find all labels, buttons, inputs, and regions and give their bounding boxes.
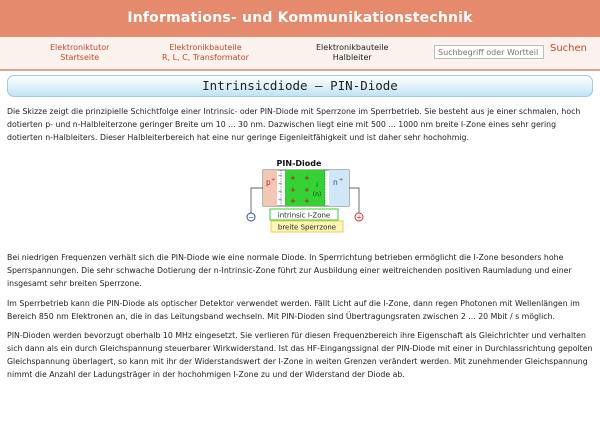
izone-label: intrinsic I-Zone (277, 211, 331, 220)
top-navigation (0, 37, 600, 71)
paragraph-3: Im Sperrbetrieb kann die PIN-Diode als optischer Detektor verwendet werden. Fällt Licht auf die I-Zone, dann regen Photonen mit Wellenlängen im Bereich 850 nm Elektronen an, die in das Leitungsband wechseln. Mit PIN-Dioden sind Übertragungsraten zwischen 2 ... 20 Mbit / s möglich. (7, 298, 580, 321)
nav-link-bauteile-rlc[interactable] (162, 43, 249, 63)
lead-right (349, 188, 359, 213)
n-zone-superscript: + (339, 177, 344, 184)
nav-link-line1: Elektronikbauteile (316, 43, 389, 52)
p-zone-superscript: + (271, 177, 276, 184)
nav-link-startseite[interactable] (50, 43, 109, 63)
search-input[interactable] (434, 45, 544, 59)
charge-plus: + (304, 174, 310, 183)
negative-charges (278, 172, 282, 204)
site-header (0, 0, 600, 37)
pin-diode-diagram (7, 158, 593, 242)
nav-link-line2: Halbleiter (332, 53, 372, 62)
nav-link-halbleiter[interactable] (316, 43, 388, 63)
paragraph-4: PIN-Dioden werden bevorzugt oberhalb 10 MHz eingesetzt. Sie verlieren für diesen Frequenzbereich ihre Eigenschaft als Gleichrichter und verhalten sich dann als ein durch Gleichspannung steuerbarer Wirkwiderstand. Ist das HF-Eingangssignal der PIN-Diode mit einer in Durchlassrichtung gepolten Gleichspannung überlagert, so kann mit ihr der Widerstandswert der I-Zone in weiten Grenzen verändert werden. Mit zunehmender Gleichspannung nimmt die Anzahl der Ladungsträger in der hochohmigen I-Zone zu und der Widerstand der Diode ab. (7, 331, 593, 379)
i-zone-doping: (n) (312, 191, 322, 199)
charge-plus: + (290, 186, 296, 195)
paragraph-2: Bei niedrigen Frequenzen verhält sich die PIN-Diode wie eine normale Diode. In Sperrrichtung betrieben ermöglicht die I-Zone besonders hohe Sperrspannungen. Die sehr schwache Dotierung der n-Intrinsic-Zone führt zur Ausbildung einer weitreichenden positiven Raumladung und einer insgesamt sehr breiten Sperrzone. (7, 253, 572, 288)
search-button[interactable]: Suchen (550, 43, 588, 54)
paragraph-1: Die Skizze zeigt die prinzipielle Schichtfolge einer Intrinsic- oder PIN-Diode mit Sperrzone im Sperrbetrieb. Sie besteht aus je einer schmalen, hoch dotierten p- und n-Halbleiterzone geringer Breite um 10 ... 30 nm. Dazwischen liegt eine mit 500 ... 1000 nm breite I-Zone eines sehr gering dotierten n-Halbleiters. Dieser Halbleiterbereich hat eine nur geringe Eigenleitfähigkeit und ist daher sehr hochohmig. (7, 107, 581, 142)
p-zone-label: p (266, 178, 271, 188)
nav-link-line2: Startseite (60, 53, 100, 62)
site-title: Informations- und Kommunikationstechnik (127, 10, 473, 26)
p-zone (263, 170, 277, 206)
charge-plus: + (304, 186, 310, 195)
n-zone (329, 170, 349, 206)
i-zone-letter: i (316, 181, 318, 190)
charge-plus: + (290, 174, 296, 183)
charge-plus: + (290, 197, 296, 206)
plus-terminal-sign: + (356, 213, 362, 222)
n-zone-label: n (333, 178, 338, 188)
charge-minus: − (278, 196, 283, 205)
lead-left (251, 188, 263, 213)
diagram-title: PIN-Diode (276, 159, 322, 169)
sperrzone-label: breite Sperrzone (277, 223, 337, 232)
nav-link-line1: Elektroniktutor (50, 43, 110, 52)
charge-plus: + (304, 197, 310, 206)
main-content (0, 71, 600, 382)
minus-terminal-sign: − (248, 213, 254, 222)
nav-link-line1: Elektronikbauteile (169, 43, 242, 52)
charge-minus: − (278, 172, 283, 181)
nav-link-line2: R, L, C, Transformator (162, 53, 249, 62)
page-title: Intrinsicdiode – PIN-Diode (7, 75, 593, 97)
charge-minus: − (278, 180, 283, 189)
charge-minus: − (278, 188, 283, 197)
pin-diode-figure (7, 158, 593, 242)
